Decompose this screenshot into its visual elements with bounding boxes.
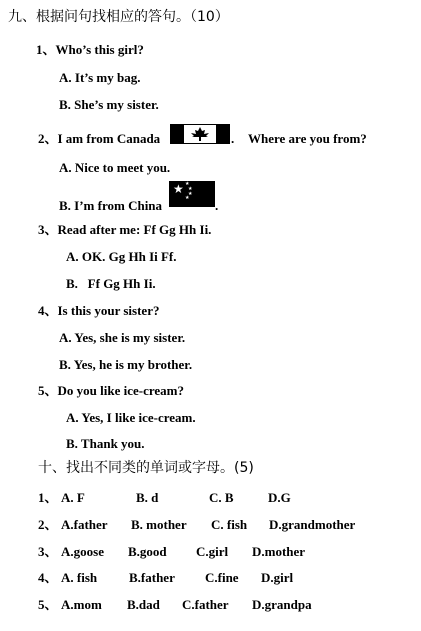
- q2-option-a: A. Nice to meet you.: [59, 160, 171, 175]
- q3-question: 3、Read after me: Ff Gg Hh Ii.: [38, 222, 212, 237]
- q3-option-a: A. OK. Gg Hh Ii Ff.: [66, 249, 177, 264]
- s10-row-number: 3、: [38, 544, 58, 559]
- q5-option-b: B. Thank you.: [66, 436, 145, 451]
- q1-option-a: A. It’s my bag.: [59, 70, 141, 85]
- s10-option-d: D.girl: [261, 570, 294, 585]
- s10-option-b: B. mother: [131, 517, 187, 532]
- canada-flag-icon: [170, 124, 230, 144]
- s10-option-c: C. fish: [211, 517, 248, 532]
- s10-option-b: B. d: [136, 490, 159, 505]
- s10-row-number: 5、: [38, 597, 58, 612]
- q2-question-start: 2、I am from Canada: [38, 131, 161, 146]
- q2-question-end: Where are you from?: [248, 131, 367, 146]
- section-9-heading: 九、根据问句找相应的答句。（10）: [8, 9, 229, 25]
- china-flag-icon: ★ ★ ★ ★ ★: [169, 181, 215, 207]
- s10-option-a: A. F: [61, 490, 85, 505]
- q3-option-b: B. Ff Gg Hh Ii.: [66, 276, 156, 291]
- s10-option-b: B.father: [129, 570, 175, 585]
- q5-question: 5、Do you like ice-cream?: [38, 383, 184, 398]
- s10-row-number: 1、: [38, 490, 58, 505]
- s10-option-c: C.girl: [196, 544, 229, 559]
- s10-option-d: D.G: [268, 490, 291, 505]
- q4-question: 4、Is this your sister?: [38, 303, 160, 318]
- s10-option-c: C. B: [209, 490, 234, 505]
- q4-option-a: A. Yes, she is my sister.: [59, 330, 186, 345]
- s10-option-d: D.grandpa: [252, 597, 312, 612]
- q2-option-b: B. I’m from China: [59, 198, 163, 213]
- s10-option-a: A. fish: [61, 570, 98, 585]
- q1-option-b: B. She’s my sister.: [59, 97, 159, 112]
- s10-row-number: 2、: [38, 517, 58, 532]
- section-10-heading: 十、找出不同类的单词或字母。(5): [38, 460, 254, 476]
- s10-option-c: C.fine: [205, 570, 239, 585]
- q4-option-b: B. Yes, he is my brother.: [59, 357, 193, 372]
- s10-option-b: B.good: [128, 544, 167, 559]
- s10-option-a: A.goose: [61, 544, 104, 559]
- s10-option-d: D.mother: [252, 544, 306, 559]
- s10-row-number: 4、: [38, 570, 58, 585]
- s10-option-a: A.mom: [61, 597, 102, 612]
- q2-option-b-dot: .: [215, 198, 219, 213]
- s10-option-b: B.dad: [127, 597, 160, 612]
- s10-option-a: A.father: [61, 517, 108, 532]
- q1-question: 1、Who’s this girl?: [36, 42, 144, 57]
- q5-option-a: A. Yes, I like ice-cream.: [66, 410, 196, 425]
- q2-question-dot: .: [231, 131, 235, 146]
- s10-option-c: C.father: [182, 597, 229, 612]
- s10-option-d: D.grandmother: [269, 517, 356, 532]
